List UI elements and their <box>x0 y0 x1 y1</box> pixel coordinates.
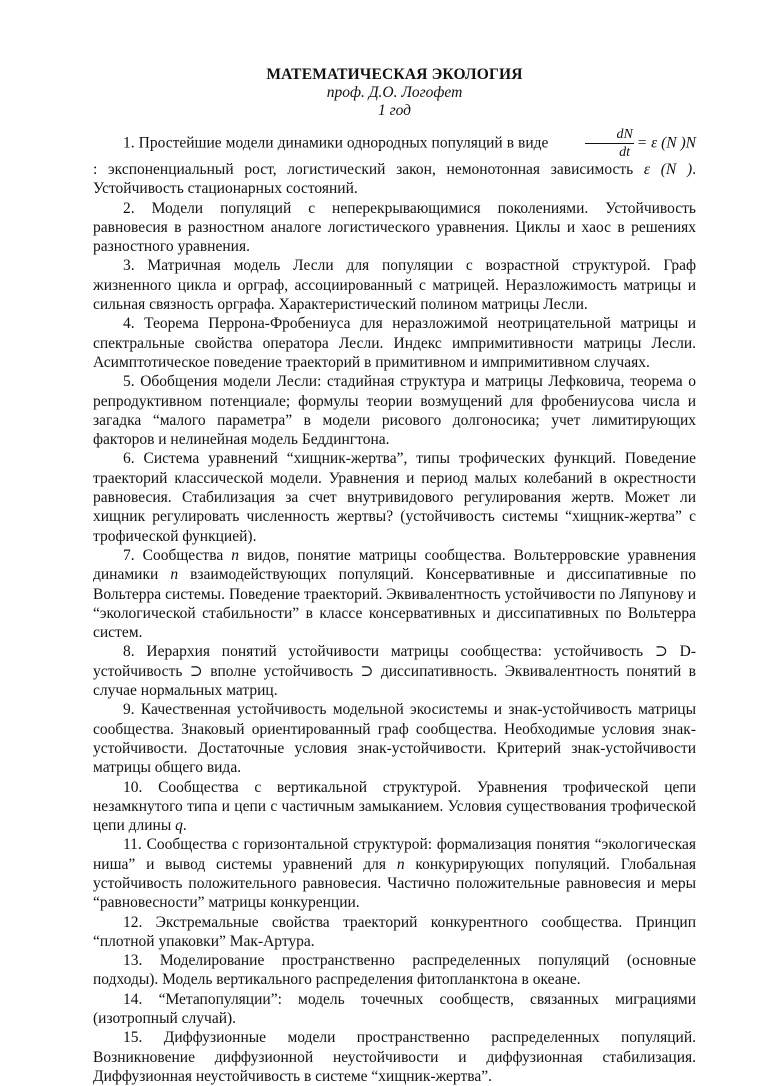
topic-item-8 <box>93 642 696 700</box>
item-number: 8. <box>123 643 135 661</box>
equation-dn-dt <box>552 128 696 160</box>
topic-item-13 <box>93 951 696 990</box>
item-number: 12. <box>123 913 143 931</box>
item-text: Система уравнений “хищник-жертва”, типы трофических функций. Поведение траекторий классической модели. Уравнения и период малых колебаний в окрестности равновесия. Стабилизация за счет внутривидового регулирования жертв. Может ли хищник регулировать численность жертвы? (устойчивость системы “хищник-жертва” с трофической функцией). <box>93 450 696 545</box>
item-text: Качественная устойчивость модельной экосистемы и знак-устойчивость матрицы сообщества. Знаковый ориентированный граф сообщества. Необходимые условия знак-устойчивости. Достаточные условия знак-устойчивости. Критерий знак-устойчивости матрицы общего вида. <box>93 701 696 777</box>
item-text: конкурирующих популяций. Глобальная устойчивость положительного равновесия. Частично положительные равновесия и меры “равновесности” матрицы конкуренции. <box>93 855 697 912</box>
item-text: видов, понятие матрицы сообщества. Вольтерровские уравнения динамики <box>93 546 697 584</box>
topic-item-7 <box>93 546 696 642</box>
equation-rhs: = ε (N )N <box>636 134 696 152</box>
item-text: . <box>182 817 187 835</box>
item-number: 4. <box>123 315 135 333</box>
item-number: 3. <box>123 257 135 275</box>
variable-n: n <box>231 546 239 564</box>
equation-denominator: dt <box>619 145 631 160</box>
item-text: Простейшие модели динамики однородных популяций в виде <box>138 134 549 152</box>
item-text: “Метапопуляции”: модель точечных сообществ, связанных миграциями (изотропный случай). <box>93 990 697 1028</box>
topic-item-3 <box>93 256 696 314</box>
item-number: 10. <box>123 778 143 796</box>
inline-epsilon: ε (N ) <box>643 161 693 178</box>
topic-item-4 <box>93 314 696 372</box>
item-text: Сообщества с горизонтальной структурой: формализация понятия “экологическая ниша” и вывод системы уравнений для <box>93 836 697 873</box>
variable-n: n <box>396 855 405 873</box>
year-line: 1 год <box>377 102 412 119</box>
topic-item-9 <box>93 700 696 777</box>
topic-item-15 <box>93 1028 696 1086</box>
document-page <box>93 66 696 1086</box>
topic-item-5 <box>93 372 696 449</box>
item-text: Теорема Перрона-Фробениуса для неразложимой неотрицательной матрицы и спектральные свойства оператора Лесли. Индекс импримитивности матрицы Лесли. Асимптотическое поведение траекторий в примитивном и импримитивном случаях. <box>93 315 696 371</box>
item-number: 6. <box>123 450 135 468</box>
variable-q: q <box>175 817 183 835</box>
item-text: Сообщества <box>142 546 224 564</box>
item-text: Матричная модель Лесли для популяции с возрастной структурой. Граф жизненного цикла и орграф, ассоциированный с матрицей. Неразложимость матрицы и сильная связность орграфа. Характеристический полином матрицы Лесли. <box>93 257 696 314</box>
item-text: . Устойчивость стационарных состояний. <box>93 161 696 198</box>
item-number: 14. <box>123 990 143 1008</box>
item-text: Экстремальные свойства траекторий конкурентного сообщества. Принцип “плотной упаковки” Мак-Артура. <box>93 913 696 950</box>
equation-numerator: dN <box>585 128 633 144</box>
item-text: Иерархия понятий устойчивости матрицы сообщества: устойчивость ⊃ D-устойчивость ⊃ вполне устойчивость ⊃ диссипативность. Эквивалентность понятий в случае нормальных матриц. <box>93 643 696 700</box>
variable-n: n <box>170 566 179 584</box>
item-text: Моделирование пространственно распределенных популяций (основные подходы). Модель вертикального распределения фитопланктона в океане. <box>93 952 696 989</box>
item-text: : экспоненциальный рост, логистический закон, немонотонная зависимость <box>93 161 634 178</box>
item-text: Обобщения модели Лесли: стадийная структура и матрицы Лефковича, теорема о репродуктивном потенциале; формулы теории возмущений для фробениусова числа и загадка “малого параметра” в модели рисового долгоносика; учет лимитирующих факторов и нелинейная модель Беддингтона. <box>93 373 697 449</box>
document-title: МАТЕМАТИЧЕСКАЯ ЭКОЛОГИЯ <box>266 66 523 83</box>
item-number: 13. <box>123 952 143 970</box>
topic-item-10 <box>93 778 696 836</box>
item-number: 2. <box>123 199 135 217</box>
topic-item-1 <box>93 128 696 199</box>
item-number: 9. <box>123 701 135 719</box>
topic-item-6 <box>93 449 696 545</box>
item-number: 5. <box>123 373 135 391</box>
item-number: 7. <box>123 546 135 564</box>
item-text: Сообщества с вертикальной структурой. Уравнения трофической цепи незамкнутого типа и цепи с частичным замыканием. Условия существования трофической цепи длины <box>93 778 696 835</box>
item-number: 1. <box>123 134 135 152</box>
topic-item-2 <box>93 199 696 257</box>
item-text: Модели популяций с неперекрывающимися поколениями. Устойчивость равновесия в разностном аналоге логистического уравнения. Циклы и хаос в решениях разностного уравнения. <box>93 199 697 256</box>
item-text: взаимодействующих популяций. Консервативные и диссипативные по Вольтерра системы. Поведение траекторий. Эквивалентность устойчивости по Ляпунову и “экологической стабильности” в классе консервативных и диссипативных по Вольтерра систем. <box>93 566 697 642</box>
topic-item-11 <box>93 835 696 912</box>
item-number: 15. <box>123 1029 143 1047</box>
topic-item-12 <box>93 913 696 952</box>
topic-item-14 <box>93 990 696 1029</box>
item-text: Диффузионные модели пространственно распределенных популяций. Возникновение диффузионной неустойчивости и диффузионная стабилизация. Диффузионная неустойчивость в системе “хищник-жертва”. <box>93 1029 697 1085</box>
item-number: 11. <box>123 836 142 854</box>
author-line: проф. Д.О. Логофет <box>326 84 463 101</box>
